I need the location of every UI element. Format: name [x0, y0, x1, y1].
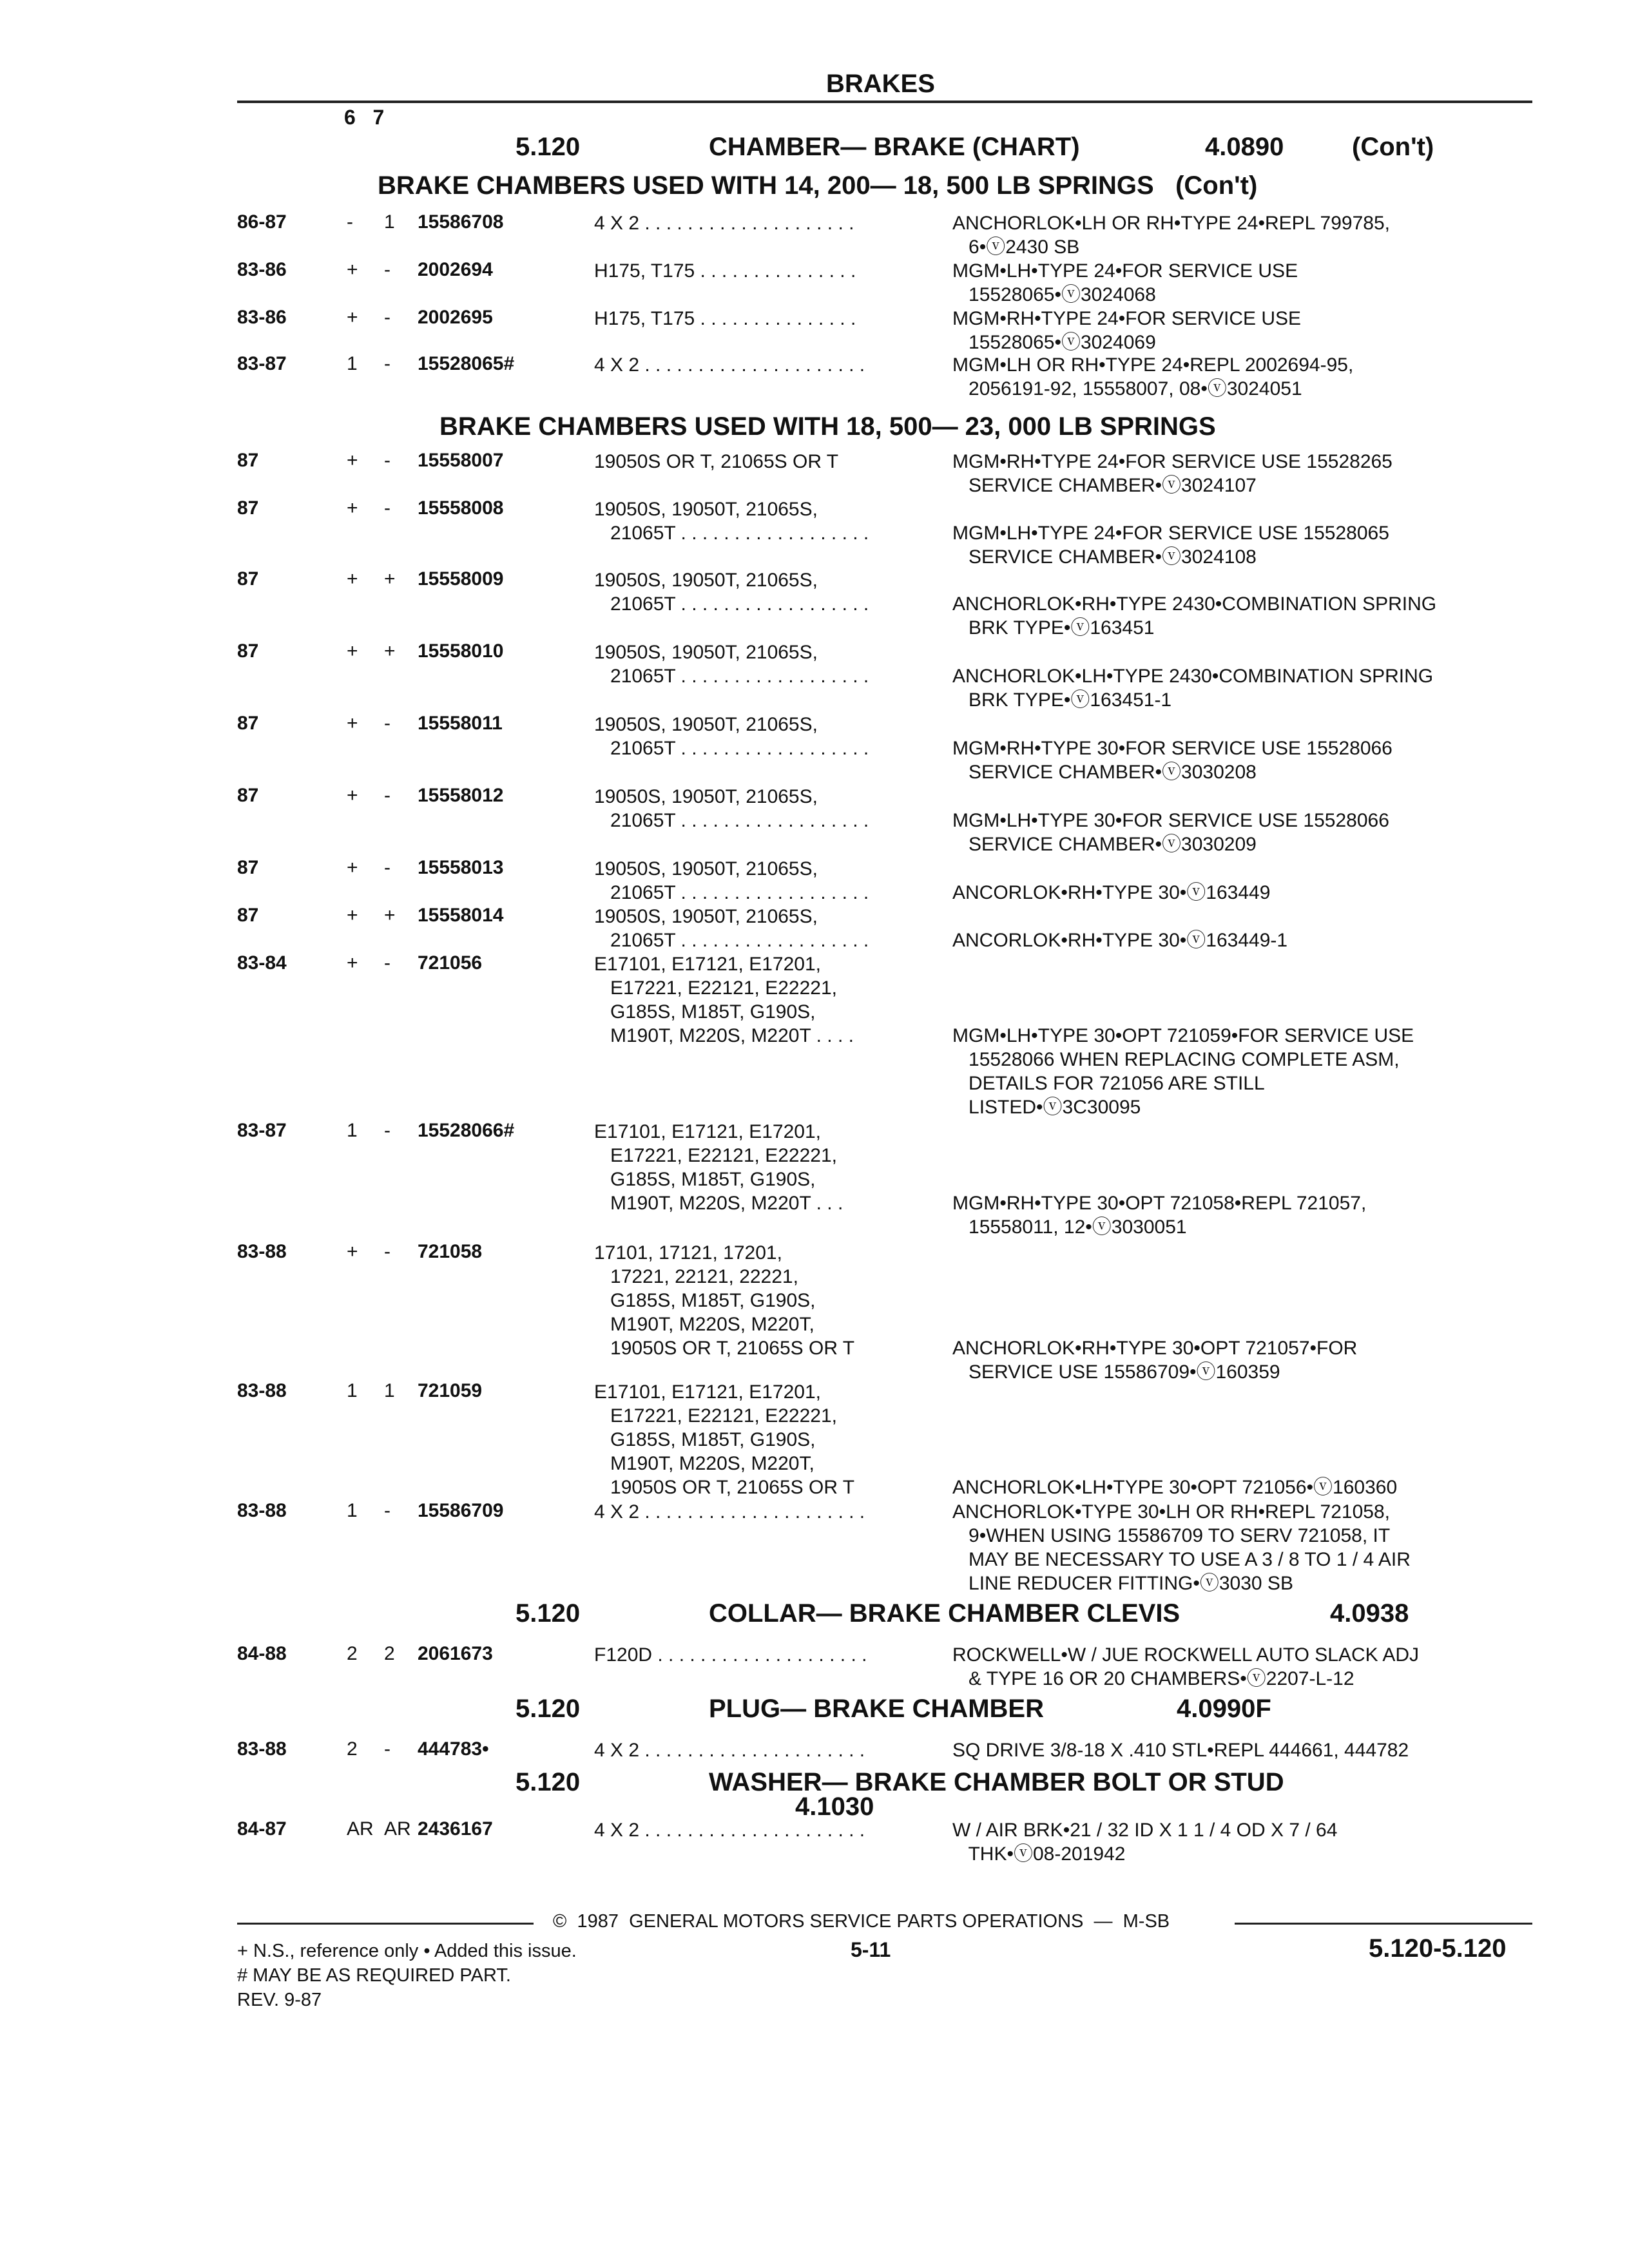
model-year: 84-87: [237, 1818, 287, 1840]
header-rule: [237, 101, 1532, 103]
qty-col-6: -: [347, 211, 353, 233]
part-number: 2061673: [418, 1643, 493, 1664]
model-year: 87: [237, 905, 259, 926]
part-number: 15558008: [418, 497, 504, 519]
section-name: WASHER— BRAKE CHAMBER BOLT OR STUD: [709, 1768, 1284, 1796]
model-year: 83-88: [237, 1738, 287, 1760]
model-application: 17101, 17121, 17201, 17221, 22121, 22221, G185S, M185T, G190S, M190T, M220S, M220T, 19050S OR T, 21065S OR T: [594, 1242, 855, 1359]
qty-col-7: -: [384, 353, 390, 374]
qty-col-6: +: [347, 785, 358, 806]
model-year: 83-86: [237, 307, 287, 328]
section-cont: (Con't): [1352, 133, 1434, 161]
page-title: BRAKES: [826, 70, 935, 98]
part-number: 2002695: [418, 307, 493, 328]
part-number: 15558011: [418, 713, 503, 734]
part-number: 721058: [418, 1241, 483, 1262]
model-year: 87: [237, 450, 259, 471]
model-application: E17101, E17121, E17201, E17221, E22121, E22221, G185S, M185T, G190S, M190T, M220S, M220T . . . .: [594, 954, 854, 1046]
model-year: 87: [237, 497, 259, 519]
footnote-ns: + N.S., reference only • Added this issue.: [237, 1941, 577, 1961]
qty-col-6: +: [347, 1241, 358, 1262]
part-description: MGM•LH•TYPE 30•FOR SERVICE USE 15528066 SERVICE CHAMBER•ⓥ3030209: [952, 810, 1389, 855]
part-number: 721059: [418, 1380, 483, 1401]
part-description: ANCHORLOK•RH•TYPE 2430•COMBINATION SPRING BRK TYPE•ⓥ163451: [952, 593, 1437, 639]
model-application: F120D . . . . . . . . . . . . . . . . . . . .: [594, 1644, 867, 1666]
part-description: ANCHORLOK•LH OR RH•TYPE 24•REPL 799785, 6•ⓥ2430 SB: [952, 213, 1390, 258]
qty-col-6: +: [347, 905, 358, 926]
qty-col-6: +: [347, 713, 358, 734]
part-number: 444783•: [418, 1738, 489, 1760]
part-description: ANCORLOK•RH•TYPE 30•ⓥ163449-1: [952, 930, 1288, 951]
model-application: 4 X 2 . . . . . . . . . . . . . . . . . . . . .: [594, 1820, 865, 1841]
part-description: MGM•RH•TYPE 24•FOR SERVICE USE 15528065•ⓥ3024069: [952, 308, 1302, 353]
part-description: ANCHORLOK•LH•TYPE 2430•COMBINATION SPRING BRK TYPE•ⓥ163451-1: [952, 666, 1434, 711]
model-year: 83-87: [237, 1120, 287, 1141]
qty-col-7: +: [384, 640, 396, 662]
qty-col-7: -: [384, 1241, 390, 1262]
model-application: 19050S, 19050T, 21065S, 21065T . . . . . . . . . . . . . . . . . .: [594, 499, 869, 544]
qty-col-7: +: [384, 905, 396, 926]
model-year: 87: [237, 568, 259, 590]
part-number: 15586708: [418, 211, 504, 233]
qty-col-7: 1: [384, 211, 395, 233]
qty-col-6: 1: [347, 353, 358, 374]
footnote-required: # MAY BE AS REQUIRED PART.: [237, 1965, 511, 1986]
part-description: MGM•RH•TYPE 24•FOR SERVICE USE 15528265 SERVICE CHAMBER•ⓥ3024107: [952, 451, 1393, 496]
section-name: PLUG— BRAKE CHAMBER: [709, 1695, 1044, 1723]
part-description: ANCHORLOK•RH•TYPE 30•OPT 721057•FOR SERVICE USE 15586709•ⓥ160359: [952, 1338, 1358, 1383]
section-ref: 4.0938: [1330, 1599, 1409, 1628]
section-name: COLLAR— BRAKE CHAMBER CLEVIS: [709, 1599, 1181, 1628]
qty-col-6: 1: [347, 1380, 358, 1401]
model-application: E17101, E17121, E17201, E17221, E22121, E22221, G185S, M185T, G190S, M190T, M220S, M220T . . .: [594, 1121, 843, 1214]
subheading-18500: BRAKE CHAMBERS USED WITH 18, 500— 23, 000 LB SPRINGS: [439, 412, 1216, 441]
model-application: E17101, E17121, E17201, E17221, E22121, E22221, G185S, M185T, G190S, M190T, M220S, M220T, 19050S OR T, 21065S OR T: [594, 1381, 855, 1498]
qty-col-7: -: [384, 785, 390, 806]
model-application: 4 X 2 . . . . . . . . . . . . . . . . . . . . .: [594, 354, 865, 376]
part-number: 721056: [418, 952, 483, 974]
part-description: MGM•LH•TYPE 30•OPT 721059•FOR SERVICE USE 15528066 WHEN REPLACING COMPLETE ASM, DETAILS FOR 721056 ARE STILL LISTED•ⓥ3C30095: [952, 1025, 1414, 1118]
qty-col-7: -: [384, 259, 390, 280]
qty-col-7: -: [384, 307, 390, 328]
part-number: 15558007: [418, 450, 504, 471]
footer-rule-right: [1235, 1923, 1532, 1925]
model-year: 87: [237, 640, 259, 662]
model-year: 87: [237, 713, 259, 734]
qty-col-7: -: [384, 857, 390, 878]
qty-col-7: -: [384, 450, 390, 471]
model-application: 4 X 2 . . . . . . . . . . . . . . . . . . . . .: [594, 1740, 865, 1761]
part-description: MGM•RH•TYPE 30•OPT 721058•REPL 721057, 15558011, 12•ⓥ3030051: [952, 1193, 1367, 1238]
model-application: 4 X 2 . . . . . . . . . . . . . . . . . . . .: [594, 213, 854, 234]
qty-col-6: 2: [347, 1738, 358, 1760]
revision: REV. 9-87: [237, 1990, 322, 2010]
footer-rule-left: [237, 1923, 534, 1925]
section-code: 5.120: [516, 1695, 581, 1723]
section-code: 5.120: [516, 1768, 581, 1796]
model-application: 4 X 2 . . . . . . . . . . . . . . . . . . . . .: [594, 1501, 865, 1523]
qty-col-7: +: [384, 568, 396, 590]
part-number: 15558014: [418, 905, 504, 926]
qty-col-7: -: [384, 497, 390, 519]
model-application: H175, T175 . . . . . . . . . . . . . . .: [594, 260, 856, 282]
part-description: ANCORLOK•RH•TYPE 30•ⓥ163449: [952, 882, 1271, 903]
qty-col-6: +: [347, 307, 358, 328]
model-year: 83-88: [237, 1241, 287, 1262]
qty-col-7: -: [384, 952, 390, 974]
qty-col-6: +: [347, 450, 358, 471]
copyright-line: © 1987 GENERAL MOTORS SERVICE PARTS OPERATIONS — M-SB: [553, 1911, 1170, 1932]
model-application: 19050S, 19050T, 21065S, 21065T . . . . . . . . . . . . . . . . . .: [594, 786, 869, 831]
part-number: 15528065#: [418, 353, 515, 374]
part-number: 15586709: [418, 1500, 504, 1521]
qty-column-labels: 6 7: [344, 106, 385, 129]
model-application: 19050S, 19050T, 21065S, 21065T . . . . . . . . . . . . . . . . . .: [594, 570, 869, 615]
part-description: ANCHORLOK•LH•TYPE 30•OPT 721056•ⓥ160360: [952, 1477, 1398, 1498]
qty-col-7: 1: [384, 1380, 395, 1401]
qty-col-7: AR: [384, 1818, 411, 1840]
part-description: W / AIR BRK•21 / 32 ID X 1 1 / 4 OD X 7 / 64 THK•ⓥ08-201942: [952, 1820, 1338, 1865]
part-number: 2002694: [418, 259, 493, 280]
section-code: 5.120: [516, 1599, 581, 1628]
part-number: 15558009: [418, 568, 504, 590]
page-number: 5-11: [851, 1938, 891, 1961]
section-name: CHAMBER— BRAKE (CHART): [709, 133, 1080, 161]
part-number: 15558010: [418, 640, 504, 662]
qty-col-6: +: [347, 857, 358, 878]
qty-col-7: -: [384, 1738, 390, 1760]
qty-col-6: 1: [347, 1500, 358, 1521]
qty-col-6: 2: [347, 1643, 358, 1664]
model-year: 83-88: [237, 1380, 287, 1401]
model-year: 83-87: [237, 353, 287, 374]
part-description: MGM•LH•TYPE 24•FOR SERVICE USE 15528065 SERVICE CHAMBER•ⓥ3024108: [952, 523, 1389, 568]
qty-col-6: AR: [347, 1818, 374, 1840]
qty-col-6: +: [347, 568, 358, 590]
model-application: 19050S, 19050T, 21065S, 21065T . . . . . . . . . . . . . . . . . .: [594, 642, 869, 687]
qty-col-6: 1: [347, 1120, 358, 1141]
model-application: 19050S, 19050T, 21065S, 21065T . . . . . . . . . . . . . . . . . .: [594, 906, 869, 951]
part-description: MGM•LH OR RH•TYPE 24•REPL 2002694-95, 2056191-92, 15558007, 08•ⓥ3024051: [952, 354, 1354, 399]
model-application: 19050S, 19050T, 21065S, 21065T . . . . . . . . . . . . . . . . . .: [594, 714, 869, 759]
model-year: 83-84: [237, 952, 287, 974]
qty-col-7: -: [384, 1500, 390, 1521]
part-number: 15558012: [418, 785, 504, 806]
part-description: MGM•RH•TYPE 30•FOR SERVICE USE 15528066 SERVICE CHAMBER•ⓥ3030208: [952, 738, 1393, 783]
model-year: 86-87: [237, 211, 287, 233]
part-description: MGM•LH•TYPE 24•FOR SERVICE USE 15528065•ⓥ3024068: [952, 260, 1298, 305]
part-description: ANCHORLOK•TYPE 30•LH OR RH•REPL 721058, 9•WHEN USING 15586709 TO SERV 721058, IT MAY BE NECESSARY TO USE A 3 / 8 TO 1 / 4 AIR LINE REDUCER FITTING•ⓥ3030 SB: [952, 1501, 1411, 1594]
qty-col-7: 2: [384, 1643, 395, 1664]
qty-col-6: +: [347, 640, 358, 662]
model-year: 87: [237, 785, 259, 806]
section-code: 5.120: [516, 133, 581, 161]
section-ref: 4.1030: [795, 1792, 874, 1821]
part-description: ROCKWELL•W / JUE ROCKWELL AUTO SLACK ADJ & TYPE 16 OR 20 CHAMBERS•ⓥ2207-L-12: [952, 1644, 1419, 1689]
model-application: 19050S OR T, 21065S OR T: [594, 451, 839, 472]
qty-col-6: +: [347, 952, 358, 974]
model-year: 87: [237, 857, 259, 878]
qty-col-7: -: [384, 1120, 390, 1141]
model-year: 84-88: [237, 1643, 287, 1664]
part-number: 15558013: [418, 857, 504, 878]
section-ref: 4.0890: [1205, 133, 1284, 161]
model-application: H175, T175 . . . . . . . . . . . . . . .: [594, 308, 856, 329]
qty-col-6: +: [347, 497, 358, 519]
qty-col-7: -: [384, 713, 390, 734]
part-description: SQ DRIVE 3/8-18 X .410 STL•REPL 444661, 444782: [952, 1740, 1409, 1761]
part-number: 15528066#: [418, 1120, 515, 1141]
model-application: 19050S, 19050T, 21065S, 21065T . . . . . . . . . . . . . . . . . .: [594, 858, 869, 903]
subheading-14200: BRAKE CHAMBERS USED WITH 14, 200— 18, 500 LB SPRINGS (Con't): [378, 171, 1258, 200]
model-year: 83-86: [237, 259, 287, 280]
section-ref: 4.0990F: [1177, 1695, 1271, 1723]
model-year: 83-88: [237, 1500, 287, 1521]
part-number: 2436167: [418, 1818, 493, 1840]
page-range: 5.120-5.120: [1369, 1934, 1507, 1963]
qty-col-6: +: [347, 259, 358, 280]
